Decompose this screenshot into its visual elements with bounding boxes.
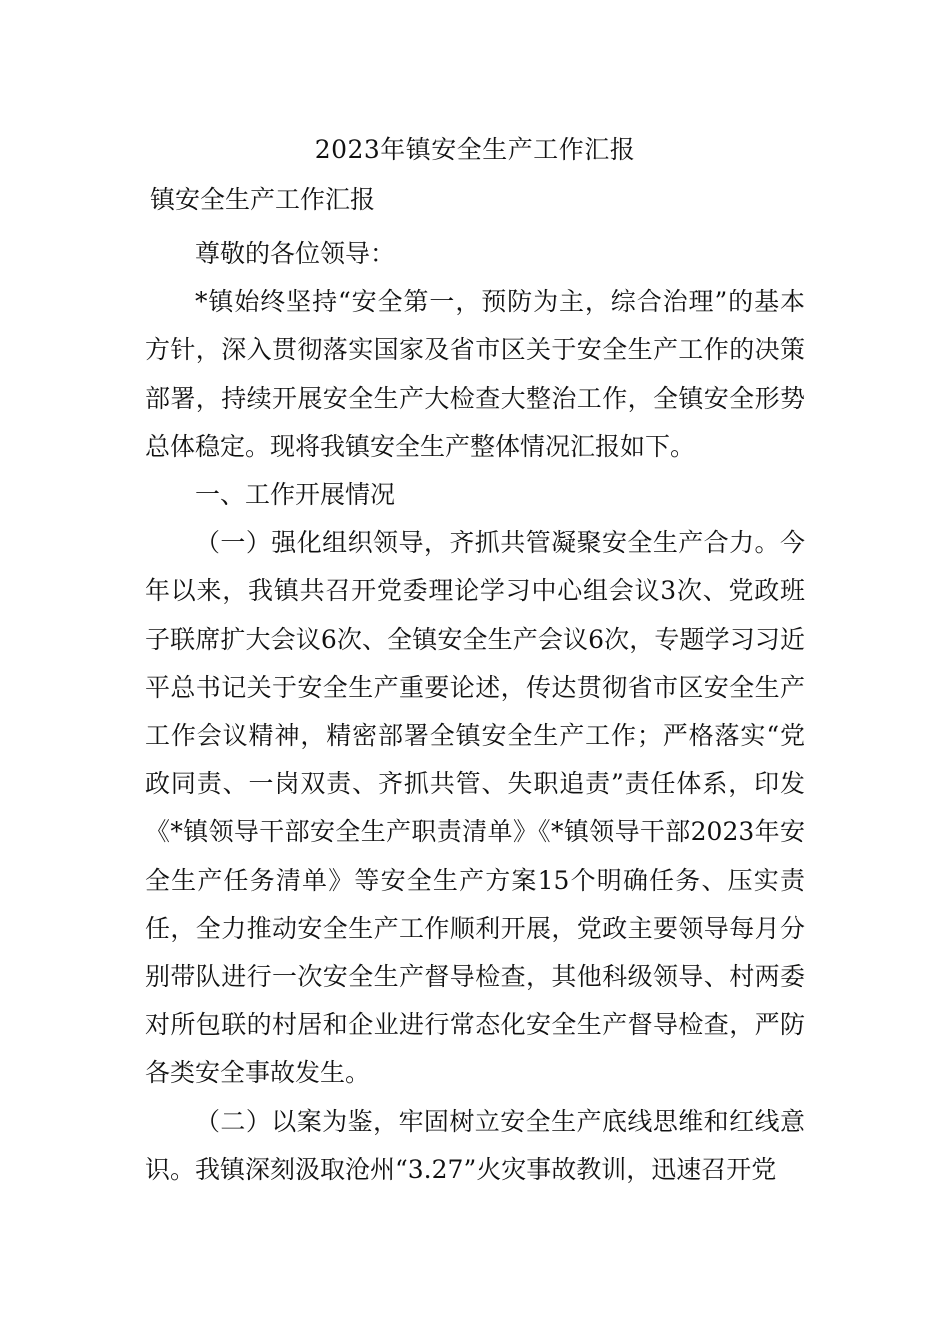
- document-body: [145, 230, 805, 1194]
- document-title: 2023年镇安全生产工作汇报: [314, 135, 636, 164]
- intro-paragraph: *镇始终坚持“安全第一，预防为主，综合治理”的基本方针，深入贯彻落实国家及省市区关于安全生产工作的决策部署，持续开展安全生产大检查大整治工作，全镇安全形势总体稳定。现将我镇安全生产整体情况汇报如下。: [145, 287, 805, 461]
- section-heading: 一、工作开展情况: [195, 480, 396, 510]
- document-subtitle: 镇安全生产工作汇报: [150, 185, 376, 214]
- salutation: 尊敬的各位领导：: [195, 239, 396, 268]
- paragraph-item-1: （一）强化组织领导，齐抓共管凝聚安全生产合力。今年以来，我镇共召开党委理论学习中心组会议3次、党政班子联席扩大会议6次、全镇安全生产会议6次，专题学习习近平总书记关于安全生产重要论述，传达贯彻省市区安全生产工作会议精神，精密部署全镇安全生产工作；严格落实“党政同责、一岗双责、齐抓共管、失职追责”责任体系，印发《*镇领导干部安全生产职责清单》《*镇领导干部2023年安全生产任务清单》等安全生产方案15个明确任务、压实责任，全力推动安全生产工作顺利开展，党政主要领导每月分别带队进行一次安全生产督导检查，其他科级领导、村两委对所包联的村居和企业进行常态化安全生产督导检查，严防各类安全事故发生。: [145, 528, 805, 1088]
- paragraph-item-2: （二）以案为鉴，牢固树立安全生产底线思维和红线意识。我镇深刻汲取沧州“3.27”火灾事故教训，迅速召开党: [145, 1106, 805, 1184]
